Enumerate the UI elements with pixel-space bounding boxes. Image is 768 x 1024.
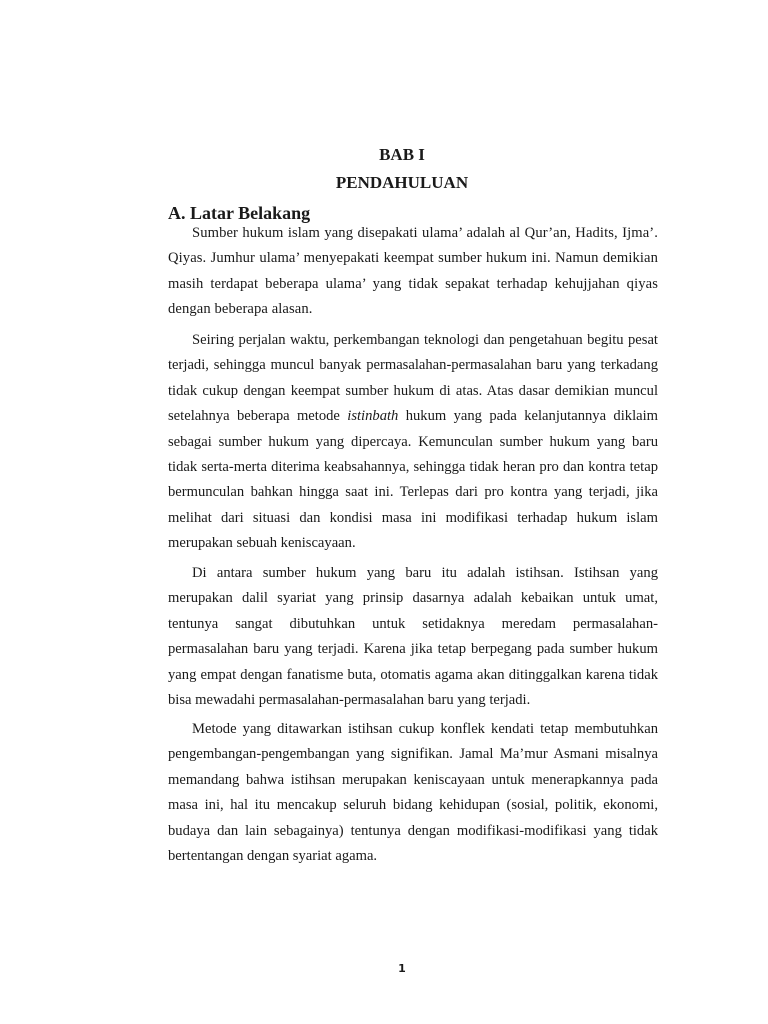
text-run: Metode yang ditawarkan istihsan cukup konflek kendati tetap membutuhkan pengembangan-pengembangan yang signifikan. Jamal Ma’mur Asmani misalnya memandang bahwa istihsan merupakan keniscayaan untuk menerapkannya pada masa ini, hal itu mencakup seluruh bidang kehidupan (sosial, politik, ekonomi, budaya dan lain sebagainya) tentunya dengan modifikasi-modifikasi yang tidak bertentangan dengan syariat agama.	[168, 721, 658, 865]
text-run: Di antara sumber hukum yang baru itu adalah istihsan. Istihsan yang merupakan dalil syariat yang prinsip dasarnya adalah kebaikan untuk umat, tentunya sangat dibutuhkan untuk setidaknya meredam permasalahan-permasalahan baru yang terjadi. Karena jika tetap berpegang pada sumber hukum yang empat dengan fanatisme buta, otomatis agama akan ditinggalkan karena tidak bisa mewadahi permasalahan-permasalahan baru yang terjadi.	[168, 565, 658, 709]
text-run: Seiring perjalan waktu, perkembangan teknologi dan pengetahuan begitu pesat terjadi, sehingga muncul banyak permasalahan-permasalahan baru yang terkadang tidak cukup dengan keempat sumber hukum di atas. Atas dasar demikian muncul setelahnya beberapa metode	[168, 332, 658, 425]
chapter-title: PENDAHULUAN	[335, 173, 469, 192]
paragraph-1	[168, 221, 658, 323]
paragraph-3	[168, 561, 658, 713]
paragraph-2	[168, 328, 658, 557]
text-run: hukum yang pada kelanjutannya diklaim sebagai sumber hukum yang dipercaya. Kemunculan sumber hukum yang baru tidak serta-merta diterima keabsahannya, sehingga tidak heran pro dan kontra tetap bermunculan bahkan hingga saat ini. Terlepas dari pro kontra yang terjadi, jika melihat dari situasi dan kondisi masa ini modifikasi terhadap hukum islam merupakan sebuah keniscayaan.	[168, 408, 659, 552]
page-number: 1	[398, 962, 406, 975]
paragraph-4	[168, 717, 658, 869]
italic-term: istinbath	[347, 408, 399, 425]
chapter-number: BAB I	[379, 145, 425, 164]
text-run: Sumber hukum islam yang disepakati ulama’ adalah al Qur’an, Hadits, Ijma’. Qiyas. Jumhur ulama’ menyepakati keempat sumber hukum ini. Namun demikian masih terdapat beberapa ulama’ yang tidak sepakat terhadap kehujjahan qiyas dengan beberapa alasan.	[168, 225, 658, 318]
section-title: A. Latar Belakang	[168, 203, 311, 223]
